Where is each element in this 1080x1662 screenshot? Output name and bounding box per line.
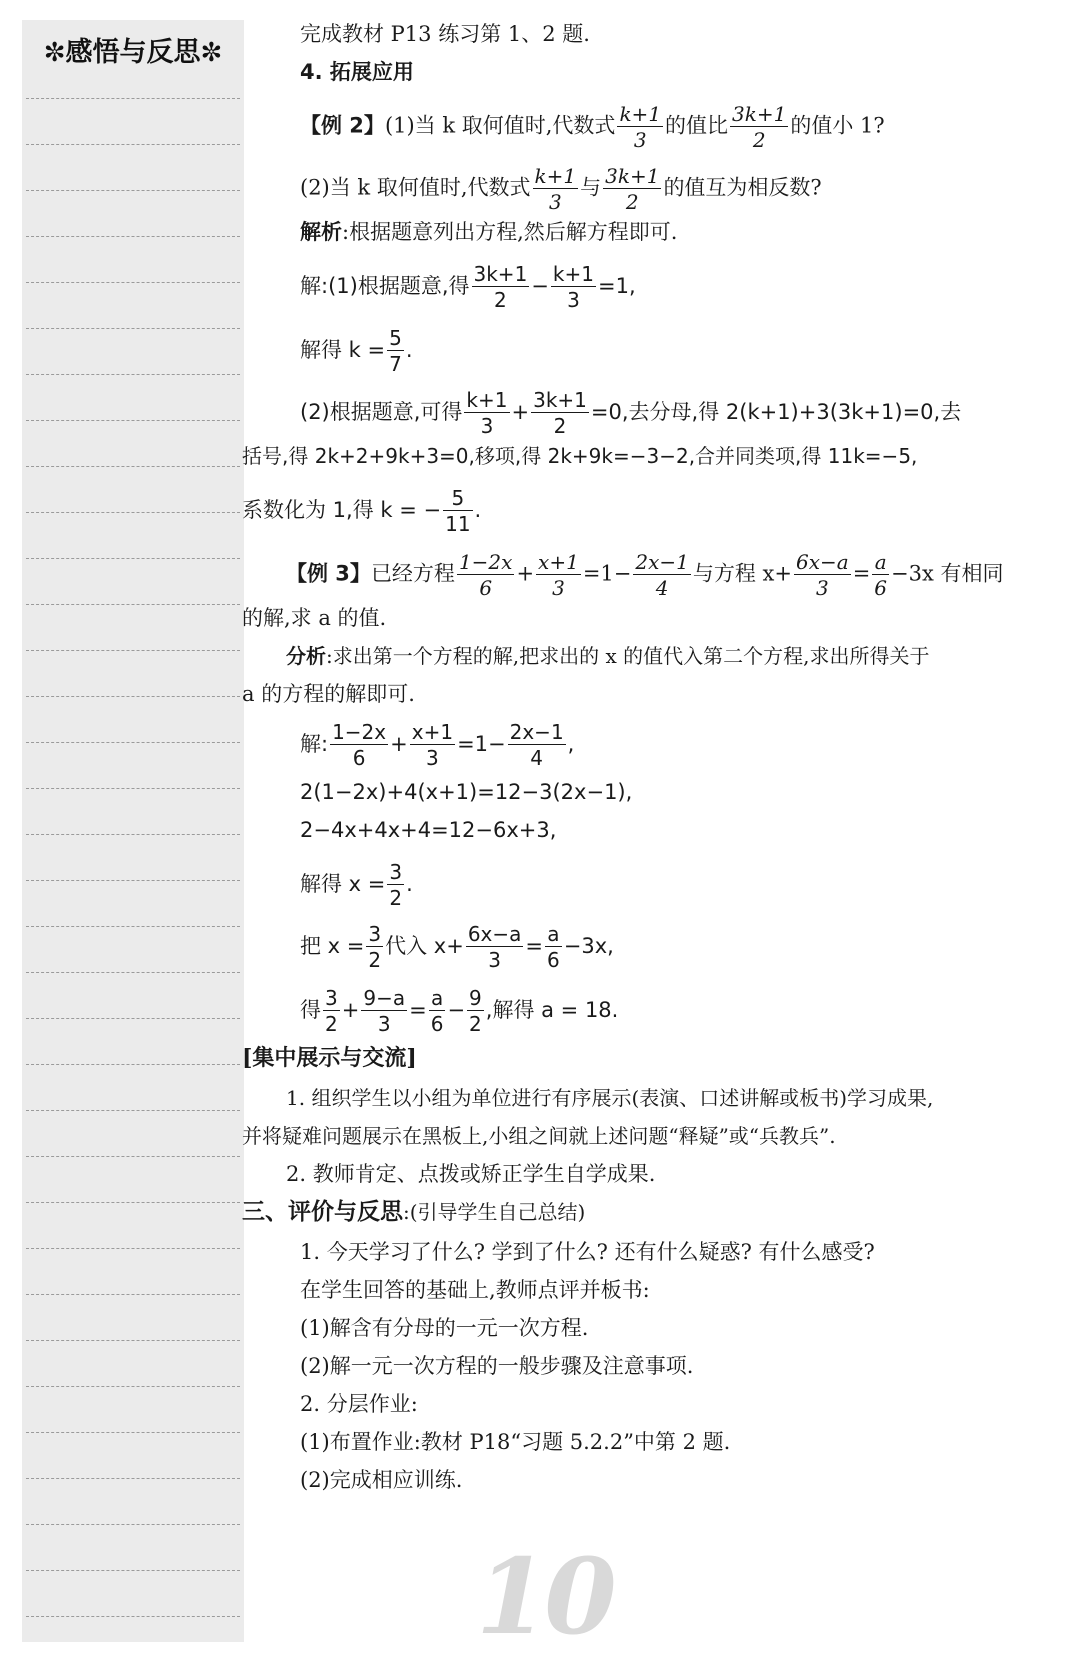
- text-run: 已经方程: [370, 561, 455, 586]
- fraction: [531, 390, 589, 436]
- fraction: [457, 552, 515, 598]
- note-line: [26, 788, 240, 789]
- fraction: [730, 104, 788, 150]
- text-line: (2)完成相应训练.: [300, 1468, 463, 1492]
- solution-step: [300, 988, 618, 1034]
- section-title: 三、评价与反思: [242, 1199, 403, 1225]
- note-line: [26, 420, 240, 421]
- text-run: :根据题意列出方程,然后解方程即可.: [342, 220, 678, 244]
- fraction-numerator: a: [872, 552, 889, 575]
- analysis-line: [286, 642, 929, 670]
- fraction-denominator: 2: [553, 414, 567, 438]
- section-heading-evaluation: [242, 1198, 585, 1226]
- note-line: [26, 972, 240, 973]
- text-line: 的解,求 a 的值.: [242, 606, 387, 630]
- lesson-content: [242, 0, 1062, 1662]
- fraction: [551, 264, 596, 310]
- fraction-numerator: x+1: [538, 550, 579, 574]
- fraction: [466, 924, 524, 970]
- text-run: 代入 x+: [385, 934, 464, 958]
- fraction-numerator: a: [545, 924, 562, 947]
- text-run: 系数化为 1,得 k = −: [242, 498, 442, 522]
- text-line: 1. 组织学生以小组为单位进行有序展示(表演、口述讲解或板书)学习成果,: [286, 1086, 934, 1110]
- fraction: [330, 722, 388, 768]
- solution-step: [300, 390, 961, 436]
- fraction-numerator: 1−2x: [458, 550, 513, 574]
- text-run: ,解得 a = 18.: [485, 998, 619, 1022]
- fraction: [410, 722, 455, 768]
- solution-step: [300, 924, 614, 970]
- note-line: [26, 512, 240, 513]
- fraction-denominator: 11: [445, 512, 471, 536]
- fraction-denominator: 3: [815, 576, 829, 600]
- fraction: [366, 924, 383, 970]
- text-line: (1)解含有分母的一元一次方程.: [300, 1316, 589, 1340]
- fraction-numerator: k+1: [466, 388, 508, 412]
- example-3: [286, 552, 1004, 598]
- text-line: 在学生回答的基础上,教师点评并板书:: [300, 1278, 650, 1302]
- fraction: [533, 166, 579, 212]
- punctuation: ,: [567, 732, 575, 756]
- fraction-numerator: 3k+1: [605, 164, 660, 188]
- fraction-denominator: 2: [752, 128, 766, 152]
- solution-step: [300, 264, 636, 310]
- example-2-part-2: [300, 166, 822, 212]
- note-line: [26, 696, 240, 697]
- text-line: 2. 教师肯定、点拨或矫正学生自学成果.: [286, 1162, 656, 1186]
- fraction-numerator: k+1: [534, 164, 577, 188]
- text-line: 1. 今天学习了什么? 学到了什么? 还有什么疑惑? 有什么感受?: [300, 1240, 875, 1264]
- note-line: [26, 1110, 240, 1111]
- fraction-denominator: 2: [494, 288, 507, 312]
- page-number: 10: [476, 1535, 613, 1658]
- note-line: [26, 1294, 240, 1295]
- note-line: [26, 466, 240, 467]
- operator: +: [511, 400, 530, 424]
- fraction-numerator: 3: [389, 860, 403, 884]
- fraction-numerator: 3: [325, 986, 338, 1010]
- operator: +: [390, 732, 408, 756]
- fraction-numerator: 6x−a: [796, 550, 849, 574]
- fraction-denominator: 2: [368, 948, 382, 972]
- solution-step: [300, 328, 413, 374]
- fraction: [872, 552, 889, 598]
- text-run: 解:(1)根据题意,得: [300, 274, 470, 298]
- punctuation: .: [474, 498, 482, 522]
- text-run: 把 x =: [300, 934, 365, 958]
- note-line: [26, 1524, 240, 1525]
- subsection-heading: 4. 拓展应用: [300, 60, 414, 84]
- fraction-numerator: 1−2x: [332, 720, 387, 744]
- sidebar-title-text: 感悟与反思: [65, 37, 201, 68]
- analysis-label: 分析: [286, 644, 326, 668]
- fraction-denominator: 6: [479, 576, 493, 600]
- operator: −: [447, 998, 466, 1022]
- fraction: [633, 552, 691, 598]
- text-run: 与: [580, 175, 602, 200]
- note-line: [26, 1018, 240, 1019]
- note-line: [26, 1386, 240, 1387]
- fraction: [387, 328, 404, 374]
- fraction: [603, 166, 661, 212]
- punctuation: .: [406, 872, 413, 896]
- note-line: [26, 1432, 240, 1433]
- fraction-denominator: 3: [552, 576, 565, 600]
- text-run: :求出第一个方程的解,把求出的 x 的值代入第二个方程,求出所得关于: [326, 644, 930, 668]
- text-line: (1)布置作业:教材 P18“习题 5.2.2”中第 2 题.: [300, 1430, 731, 1454]
- fraction-numerator: 2x−1: [635, 550, 689, 574]
- note-line: [26, 1478, 240, 1479]
- fraction-numerator: 2x−1: [509, 720, 564, 744]
- text-run: =: [852, 561, 871, 586]
- note-line: [26, 1570, 240, 1571]
- section-heading-display: [集中展示与交流]: [242, 1045, 417, 1071]
- fraction: [617, 104, 663, 150]
- text-run: =1−: [457, 732, 506, 756]
- note-line: [26, 236, 240, 237]
- example-tag: 【例 3】: [286, 561, 371, 586]
- example-2-part-1: [300, 104, 885, 150]
- note-line: [26, 1064, 240, 1065]
- reflection-sidebar: [22, 20, 244, 1642]
- note-line: [26, 144, 240, 145]
- solution-step: [300, 722, 574, 768]
- fraction: [323, 988, 340, 1034]
- analysis-line: [300, 218, 677, 246]
- text-run: =: [409, 998, 427, 1022]
- text-run: 的值小 1?: [790, 113, 885, 138]
- text-run: −3x,: [563, 934, 614, 958]
- fraction-denominator: 3: [426, 746, 439, 770]
- fraction-numerator: 9: [469, 986, 482, 1010]
- fraction: [467, 988, 484, 1034]
- analysis-label: 解析: [300, 220, 342, 244]
- text-run: (2)当 k 取何值时,代数式: [300, 175, 531, 200]
- section-subtitle: :(引导学生自己总结): [403, 1200, 586, 1224]
- fraction-numerator: k+1: [619, 102, 662, 126]
- text-run: =0,去分母,得 2(k+1)+3(3k+1)=0,去: [590, 400, 962, 424]
- fraction-denominator: 3: [548, 190, 562, 214]
- fraction-denominator: 3: [567, 288, 580, 312]
- text-line: 完成教材 P13 练习第 1、2 题.: [300, 22, 590, 46]
- fraction-numerator: x+1: [411, 720, 454, 744]
- fraction-numerator: 5: [389, 326, 402, 350]
- solution-step: 2(1−2x)+4(x+1)=12−3(2x−1),: [300, 780, 633, 804]
- note-line: [26, 650, 240, 651]
- text-line: 2. 分层作业:: [300, 1392, 418, 1416]
- text-run: 的值比: [665, 113, 729, 138]
- text-run: (1)当 k 取何值时,代数式: [384, 113, 616, 138]
- text-run: =1−: [582, 561, 632, 586]
- fraction-denominator: 6: [547, 948, 560, 972]
- text-run: 的值互为相反数?: [663, 175, 822, 200]
- fraction-numerator: 6x−a: [467, 922, 522, 946]
- fraction-denominator: 3: [377, 1012, 391, 1036]
- note-line: [26, 1156, 240, 1157]
- fraction-numerator: 9−a: [363, 986, 406, 1010]
- fraction: [464, 390, 509, 436]
- fraction-numerator: 3: [368, 922, 382, 946]
- punctuation: .: [405, 338, 413, 362]
- fraction-numerator: 3k+1: [473, 262, 528, 286]
- fraction-numerator: 3k+1: [533, 388, 587, 412]
- example-tag: 【例 2】: [300, 113, 385, 138]
- note-line: [26, 558, 240, 559]
- text-line: (2)解一元一次方程的一般步骤及注意事项.: [300, 1354, 694, 1378]
- fraction-numerator: a: [429, 988, 446, 1011]
- operator: +: [516, 561, 535, 586]
- note-line: [26, 742, 240, 743]
- fraction-denominator: 6: [352, 746, 366, 770]
- note-line: [26, 282, 240, 283]
- text-run: =1,: [597, 274, 636, 298]
- fraction-denominator: 4: [655, 576, 669, 600]
- fraction-denominator: 2: [625, 190, 639, 214]
- fraction: [472, 264, 530, 310]
- text-run: 解得 x =: [300, 872, 386, 896]
- solution-step: [242, 488, 481, 534]
- operator: −: [531, 274, 549, 298]
- text-run: 解得 k =: [300, 338, 386, 362]
- text-run: −3x 有相同: [891, 561, 1004, 586]
- fraction-denominator: 7: [389, 352, 402, 376]
- note-line: [26, 604, 240, 605]
- text-run: (2)根据题意,可得: [300, 400, 463, 424]
- note-line: [26, 1340, 240, 1341]
- solution-step: 2−4x+4x+4=12−6x+3,: [300, 818, 557, 842]
- fraction: [794, 552, 851, 598]
- note-line: [26, 926, 240, 927]
- fraction: [429, 988, 446, 1034]
- fraction: [508, 722, 566, 768]
- fraction-denominator: 3: [488, 948, 501, 972]
- solution-step: [300, 862, 413, 908]
- fraction-denominator: 6: [430, 1012, 444, 1036]
- fraction-denominator: 2: [389, 886, 403, 910]
- fraction: [536, 552, 581, 598]
- note-line: [26, 880, 240, 881]
- fraction: [387, 862, 404, 908]
- fraction: [545, 924, 562, 970]
- text-run: 与方程 x+: [692, 561, 792, 586]
- fraction-denominator: 3: [633, 128, 647, 152]
- note-line: [26, 374, 240, 375]
- text-line: a 的方程的解即可.: [242, 682, 415, 706]
- note-line: [26, 1248, 240, 1249]
- text-run: 得: [300, 998, 321, 1022]
- note-line: [26, 1202, 240, 1203]
- fraction-numerator: 5: [443, 488, 472, 511]
- fraction-denominator: 6: [874, 576, 888, 600]
- note-line: [26, 1616, 240, 1617]
- note-line: [26, 190, 240, 191]
- flower-icon: ✼: [200, 38, 223, 68]
- solution-step: 括号,得 2k+2+9k+3=0,移项,得 2k+9k=−3−2,合并同类项,得 11k=−5,: [242, 444, 918, 468]
- fraction-denominator: 2: [469, 1012, 482, 1036]
- fraction: [361, 988, 407, 1034]
- fraction: [443, 488, 472, 534]
- note-line: [26, 98, 240, 99]
- flower-icon: ✼: [43, 38, 66, 68]
- fraction-denominator: 3: [480, 414, 494, 438]
- fraction-numerator: 3k+1: [732, 102, 787, 126]
- text-run: =: [525, 934, 543, 958]
- text-line: 并将疑难问题展示在黑板上,小组之间就上述问题“释疑”或“兵教兵”.: [242, 1124, 836, 1148]
- fraction-denominator: 4: [530, 746, 544, 770]
- note-line: [26, 328, 240, 329]
- fraction-denominator: 2: [325, 1012, 338, 1036]
- operator: +: [341, 998, 360, 1022]
- sidebar-title: [22, 30, 244, 69]
- fraction-numerator: k+1: [552, 262, 594, 286]
- text-run: 解:: [300, 732, 329, 756]
- note-line: [26, 834, 240, 835]
